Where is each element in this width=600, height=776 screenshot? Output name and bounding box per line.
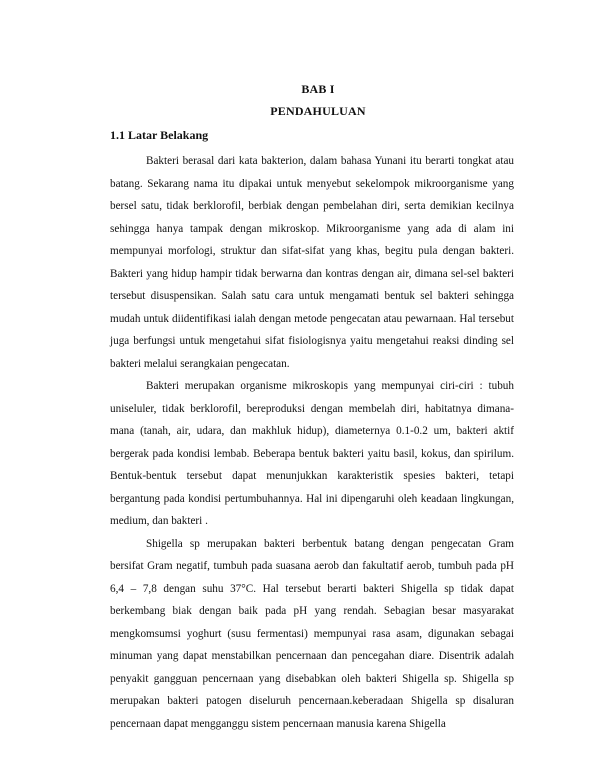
paragraph-1: Bakteri berasal dari kata bakterion, dalam bahasa Yunani itu berarti tongkat atau batang. Sekarang nama itu dipakai untuk menyebut sekelompok mikroorganisme yang bersel satu, tidak berklorofil, berbiak dengan pembelahan diri, serta demikian kecilnya sehingga hanya tampak dengan mikroskop. Mikroorganisme yang ada di alam ini mempunyai morfologi, struktur dan sifat-sifat yang khas, begitu pula dengan bakteri. Bakteri yang hidup hampir tidak berwarna dan kontras dengan air, dimana sel-sel bakteri tersebut disuspensikan. Salah satu cara untuk mengamati bentuk sel bakteri sehingga mudah untuk diidentifikasi ialah dengan metode pengecatan atau pewarnaan. Hal tersebut juga berfungsi untuk mengetahui sifat fisiologisnya yaitu mengetahui reaksi dinding sel bakteri melalui serangkaian pengecatan. [110,155,514,370]
section-title: 1.1 Latar Belakang [110,128,209,142]
paragraph-2: Bakteri merupakan organisme mikroskopis yang mempunyai ciri-ciri : tubuh uniseluler, tidak berklorofil, bereproduksi dengan membelah diri, habitatnya dimana-mana (tanah, air, udara, dan makhluk hidup), diameternya 0.1-0.2 um, bakteri aktif bergerak pada kondisi lembab. Beberapa bentuk bakteri yaitu basil, kokus, dan spirilum. Bentuk-bentuk tersebut dapat menunjukkan karakteristik spesies bakteri, tetapi bergantung pada kondisi pertumbuhannya. Hal ini dipengaruhi oleh keadaan lingkungan, medium, dan bakteri . [110,380,514,527]
chapter-title: PENDAHULUAN [270,104,366,118]
body-text [110,150,514,735]
paragraph-3: Shigella sp merupakan bakteri berbentuk batang dengan pengecatan Gram bersifat Gram negatif, tumbuh pada suasana aerob dan fakultatif aerob, tumbuh pada pH 6,4 – 7,8 dengan suhu 37°C. Hal tersebut berarti bakteri Shigella sp tidak dapat berkembang biak dengan baik pada pH yang rendah. Sebagian besar masyarakat mengkomsumsi yoghurt (susu fermentasi) mempunyai rasa asam, digunakan sebagai minuman yang dapat menstabilkan pencernaan dan pencegahan diare. Disentrik adalah penyakit gangguan pencernaan yang disebabkan oleh bakteri Shigella sp. Shigella sp merupakan bakteri patogen diseluruh pencernaan.keberadaan Shigella sp disaluran pencernaan dapat mengganggu sistem pencernaan manusia karena Shigella [110,537,514,730]
chapter-number: BAB I [301,82,335,96]
